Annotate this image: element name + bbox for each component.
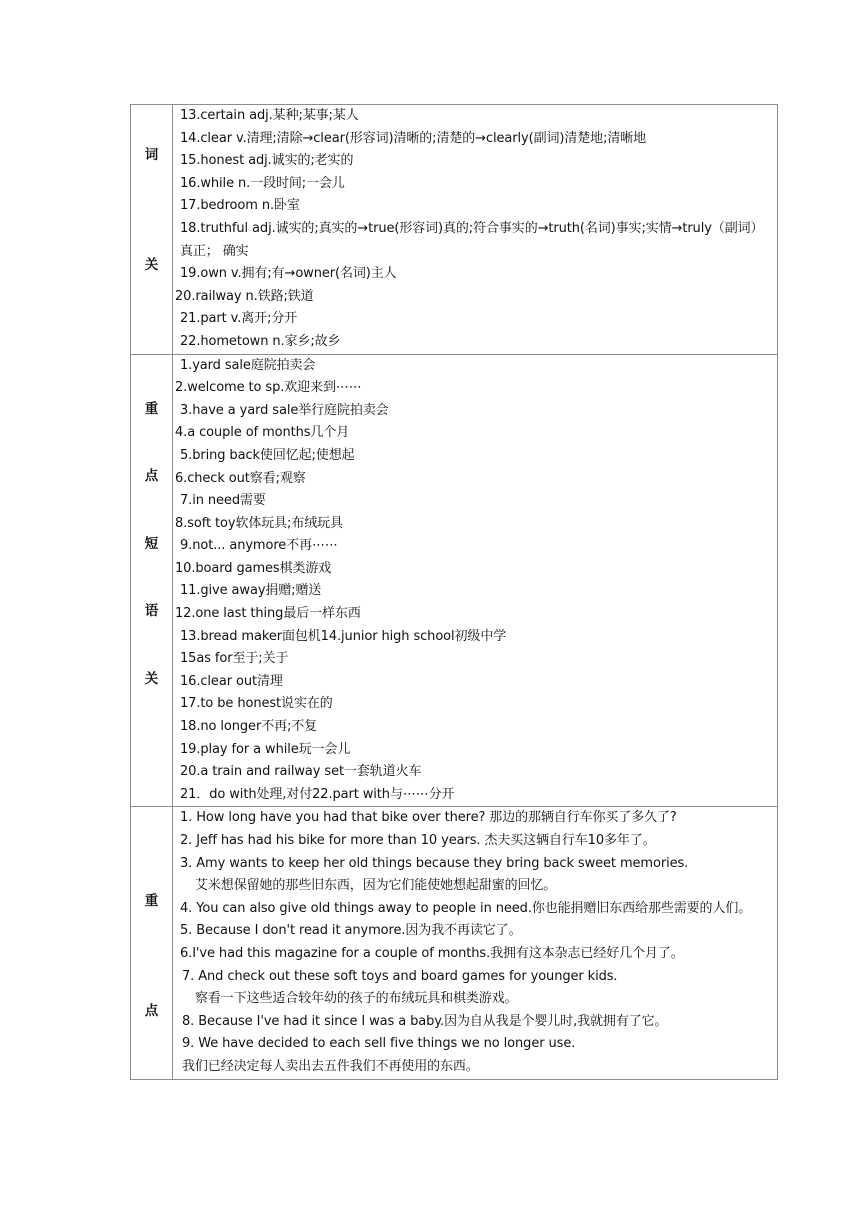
list-item: 13.bread maker面包机14.junior high school初级中学 [180, 628, 507, 644]
list-item: 6.I've had this magazine for a couple of months.我拥有这本杂志已经好几个月了。 [180, 945, 684, 961]
list-item: 3. Amy wants to keep her old things because they bring back sweet memories. [180, 855, 689, 871]
list-item: 15as for至于;关于 [180, 651, 289, 667]
list-item: 21．do with处理,对付22.part with与⋯⋯分开 [180, 786, 455, 802]
list-item: 13.certain adj.某种;某事;某人 [180, 108, 359, 123]
sentences-label-cell [131, 807, 173, 1079]
list-item: 18.no longer不再;不复 [180, 719, 318, 735]
list-item: 20.railway n.铁路;铁道 [175, 288, 314, 304]
list-item: 16.while n.一段时间;一会儿 [180, 175, 345, 191]
sentences-content [173, 807, 778, 1079]
list-item: 8.soft toy软体玩具;布绒玩具 [175, 515, 343, 531]
list-item: 15.honest adj.诚实的;老实的 [180, 153, 354, 169]
list-item: 18.truthful adj.诚实的;真实的→true(形容词)真的;符合事实的→truth(名词)事实;实情→truly（副词）真正； 确实 [180, 220, 764, 259]
list-item: 察看一下这些适合较年幼的孩子的布绒玩具和棋类游戏。 [195, 991, 518, 1007]
list-item: 19.play for a while玩一会儿 [180, 741, 351, 757]
label-char: 重 [144, 400, 159, 417]
list-item: 20.a train and railway set一套轨道火车 [180, 764, 422, 780]
section-label [131, 355, 172, 687]
list-item: 2. Jeff has had his bike for more than 10 years. 杰夫买这辆自行车10多年了。 [180, 833, 656, 848]
list-item: 21.part v.离开;分开 [180, 311, 298, 327]
label-char: 词 [144, 147, 159, 163]
list-item: 9. We have decided to each sell five things we no longer use. [182, 1036, 576, 1052]
label-char: 关 [144, 670, 159, 687]
notes-table [130, 104, 778, 1080]
list-item: 3.have a yard sale举行庭院拍卖会 [180, 402, 389, 418]
vocabulary-label-cell [131, 105, 173, 355]
list-item: 艾米想保留她的那些旧东西，因为它们能使她想起甜蜜的回忆。 [195, 878, 557, 894]
label-char: 点 [144, 468, 159, 485]
list-item: 17.to be honest说实在的 [180, 696, 333, 712]
list-item: 19.own v.拥有;有→owner(名词)主人 [180, 266, 397, 282]
phrases-content [173, 354, 778, 807]
list-item: 5. Because I don't read it anymore.因为我不再读它了。 [180, 923, 522, 939]
section-label [131, 807, 172, 1018]
phrases-label-cell [131, 354, 173, 807]
label-char: 重 [144, 893, 159, 910]
sentences-section [131, 807, 778, 1079]
list-item: 22.hometown n.家乡;故乡 [180, 333, 341, 349]
label-char: 关 [144, 256, 159, 273]
label-char: 点 [144, 1002, 159, 1019]
list-item: 14.clear v.清理;清除→clear(形容词)清晰的;清楚的→clearly(副词)清楚地;清晰地 [180, 130, 647, 146]
list-item: 10.board games棋类游戏 [175, 560, 332, 576]
list-item: 1.yard sale庭院拍卖会 [180, 357, 316, 373]
list-item: 9.not... anymore不再⋯⋯ [180, 538, 338, 554]
list-item: 4. You can also give old things away to people in need.你也能捐赠旧东西给那些需要的人们。 [180, 900, 752, 916]
vocabulary-content [173, 105, 778, 355]
list-item: 12.one last thing最后一样东西 [175, 606, 361, 622]
list-item: 5.bring back使回忆起;使想起 [180, 447, 355, 463]
list-item: 6.check out察看;观察 [175, 470, 306, 486]
label-char: 语 [144, 603, 159, 620]
list-item: 11.give away捐赠;赠送 [180, 583, 322, 599]
label-char: 短 [144, 535, 159, 552]
list-item: 2.welcome to sp.欢迎来到⋯⋯ [175, 380, 362, 396]
section-label [131, 105, 172, 322]
list-item: 8. Because I've had it since I was a baby.因为自从我是个婴儿时,我就拥有了它。 [182, 1013, 668, 1029]
list-item: 16.clear out清理 [180, 673, 283, 689]
list-item: 4.a couple of months几个月 [175, 425, 350, 441]
list-item: 7.in need需要 [180, 493, 266, 509]
list-item: 17.bedroom n.卧室 [180, 198, 300, 214]
list-item: 7. And check out these soft toys and board games for younger kids. [182, 968, 618, 984]
list-item: 1. How long have you had that bike over there? 那边的那辆自行车你买了多久了? [180, 810, 677, 826]
vocabulary-section [131, 105, 778, 355]
phrases-section [131, 354, 778, 807]
list-item: 我们已经决定每人卖出去五件我们不再使用的东西。 [182, 1058, 479, 1074]
